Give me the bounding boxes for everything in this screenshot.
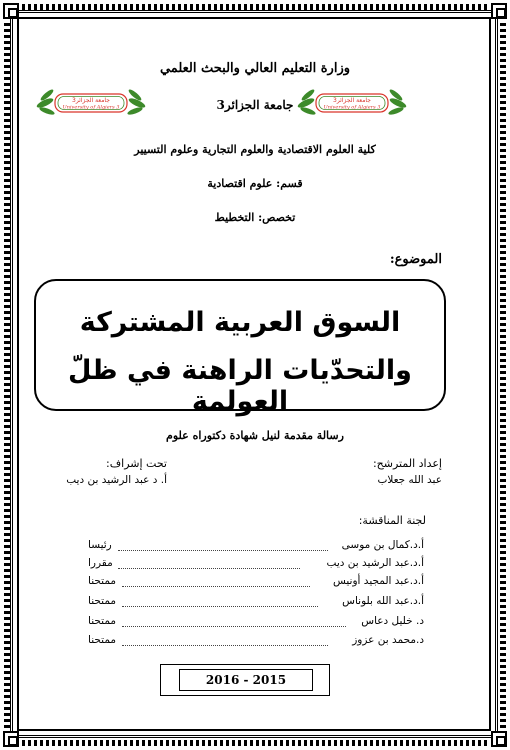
supervisor-label: تحت إشراف: bbox=[106, 457, 167, 470]
logo-arabic-name: جامعة الجزائر3 bbox=[72, 97, 110, 104]
ministry-title: وزارة التعليم العالي والبحث العلمي bbox=[159, 61, 351, 76]
committee-member-role: ممتحنا bbox=[88, 575, 117, 587]
dotted-leader bbox=[118, 539, 328, 551]
committee-member-name: د.محمد بن عزوز bbox=[352, 634, 424, 646]
academic-year: 2016 - 2015 bbox=[179, 669, 313, 691]
frame-corner-ornament bbox=[3, 3, 19, 19]
dotted-leader bbox=[122, 615, 346, 627]
department-name: قسم: علوم اقتصادية bbox=[207, 177, 303, 190]
thesis-title-line-1: السوق العربية المشتركة bbox=[79, 307, 401, 338]
committee-member-name: أ.د.عبد الرشيد بن ديب bbox=[326, 557, 424, 569]
committee-member-role: رئيسا bbox=[88, 539, 112, 551]
supervisor-name: أ. د عبد الرشيد بن ديب bbox=[66, 474, 167, 486]
committee-member-row bbox=[88, 615, 424, 631]
university-emblem-icon bbox=[296, 85, 408, 121]
faculty-name: كلية العلوم الاقتصادية والعلوم التجارية وعلوم التسيير bbox=[134, 143, 376, 156]
committee-member-row bbox=[88, 539, 424, 555]
candidate-name: عبد الله جعلاب bbox=[377, 474, 442, 486]
committee-member-role: ممتحنا bbox=[88, 634, 117, 646]
thesis-title-line-2: والتحدّيات الراهنة في ظلّ العولمة bbox=[68, 355, 412, 417]
committee-member-row bbox=[88, 557, 424, 573]
dotted-leader bbox=[122, 595, 318, 607]
committee-member-role: ممتحنا bbox=[88, 595, 117, 607]
logo-arabic-name: جامعة الجزائر3 bbox=[333, 97, 371, 104]
frame-corner-ornament bbox=[491, 731, 507, 747]
committee-member-role: ممتحنا bbox=[88, 615, 117, 627]
academic-year-frame bbox=[160, 664, 330, 696]
logo-latin-name: University of Algiers 3 bbox=[62, 104, 120, 111]
frame-corner-ornament bbox=[3, 731, 19, 747]
thesis-title-box bbox=[34, 279, 446, 417]
dotted-leader bbox=[122, 575, 310, 587]
committee-member-name: د. خليل دعاس bbox=[361, 615, 424, 627]
candidate-label: إعداد المترشح: bbox=[372, 457, 442, 470]
committee-member-row bbox=[88, 575, 424, 591]
university-logo-right bbox=[296, 85, 408, 121]
subject-label: الموضوع: bbox=[389, 252, 442, 267]
committee-member-name: أ.د.كمال بن موسى bbox=[341, 539, 424, 551]
dotted-leader bbox=[118, 557, 300, 569]
frame-corner-ornament bbox=[491, 3, 507, 19]
dotted-leader bbox=[122, 634, 328, 646]
logo-latin-name: University of Algiers 3 bbox=[323, 104, 381, 111]
frame-border-bottom bbox=[22, 740, 488, 746]
specialty-name: تخصص: التخطيط bbox=[214, 211, 296, 224]
committee-member-row bbox=[88, 595, 424, 611]
committee-member-name: أ.د.عبد المجيد أونيس bbox=[333, 575, 424, 587]
frame-border-right bbox=[500, 22, 506, 728]
committee-member-row bbox=[88, 634, 424, 650]
committee-label: لجنة المناقشة: bbox=[358, 514, 426, 527]
university-name: جامعة الجزائر3 bbox=[216, 98, 294, 112]
committee-member-name: أ.د.عبد الله بلوناس bbox=[342, 595, 424, 607]
committee-member-role: مقررا bbox=[88, 557, 113, 569]
thesis-note: رسالة مقدمة لنيل شهادة دكتوراه علوم bbox=[166, 429, 344, 442]
